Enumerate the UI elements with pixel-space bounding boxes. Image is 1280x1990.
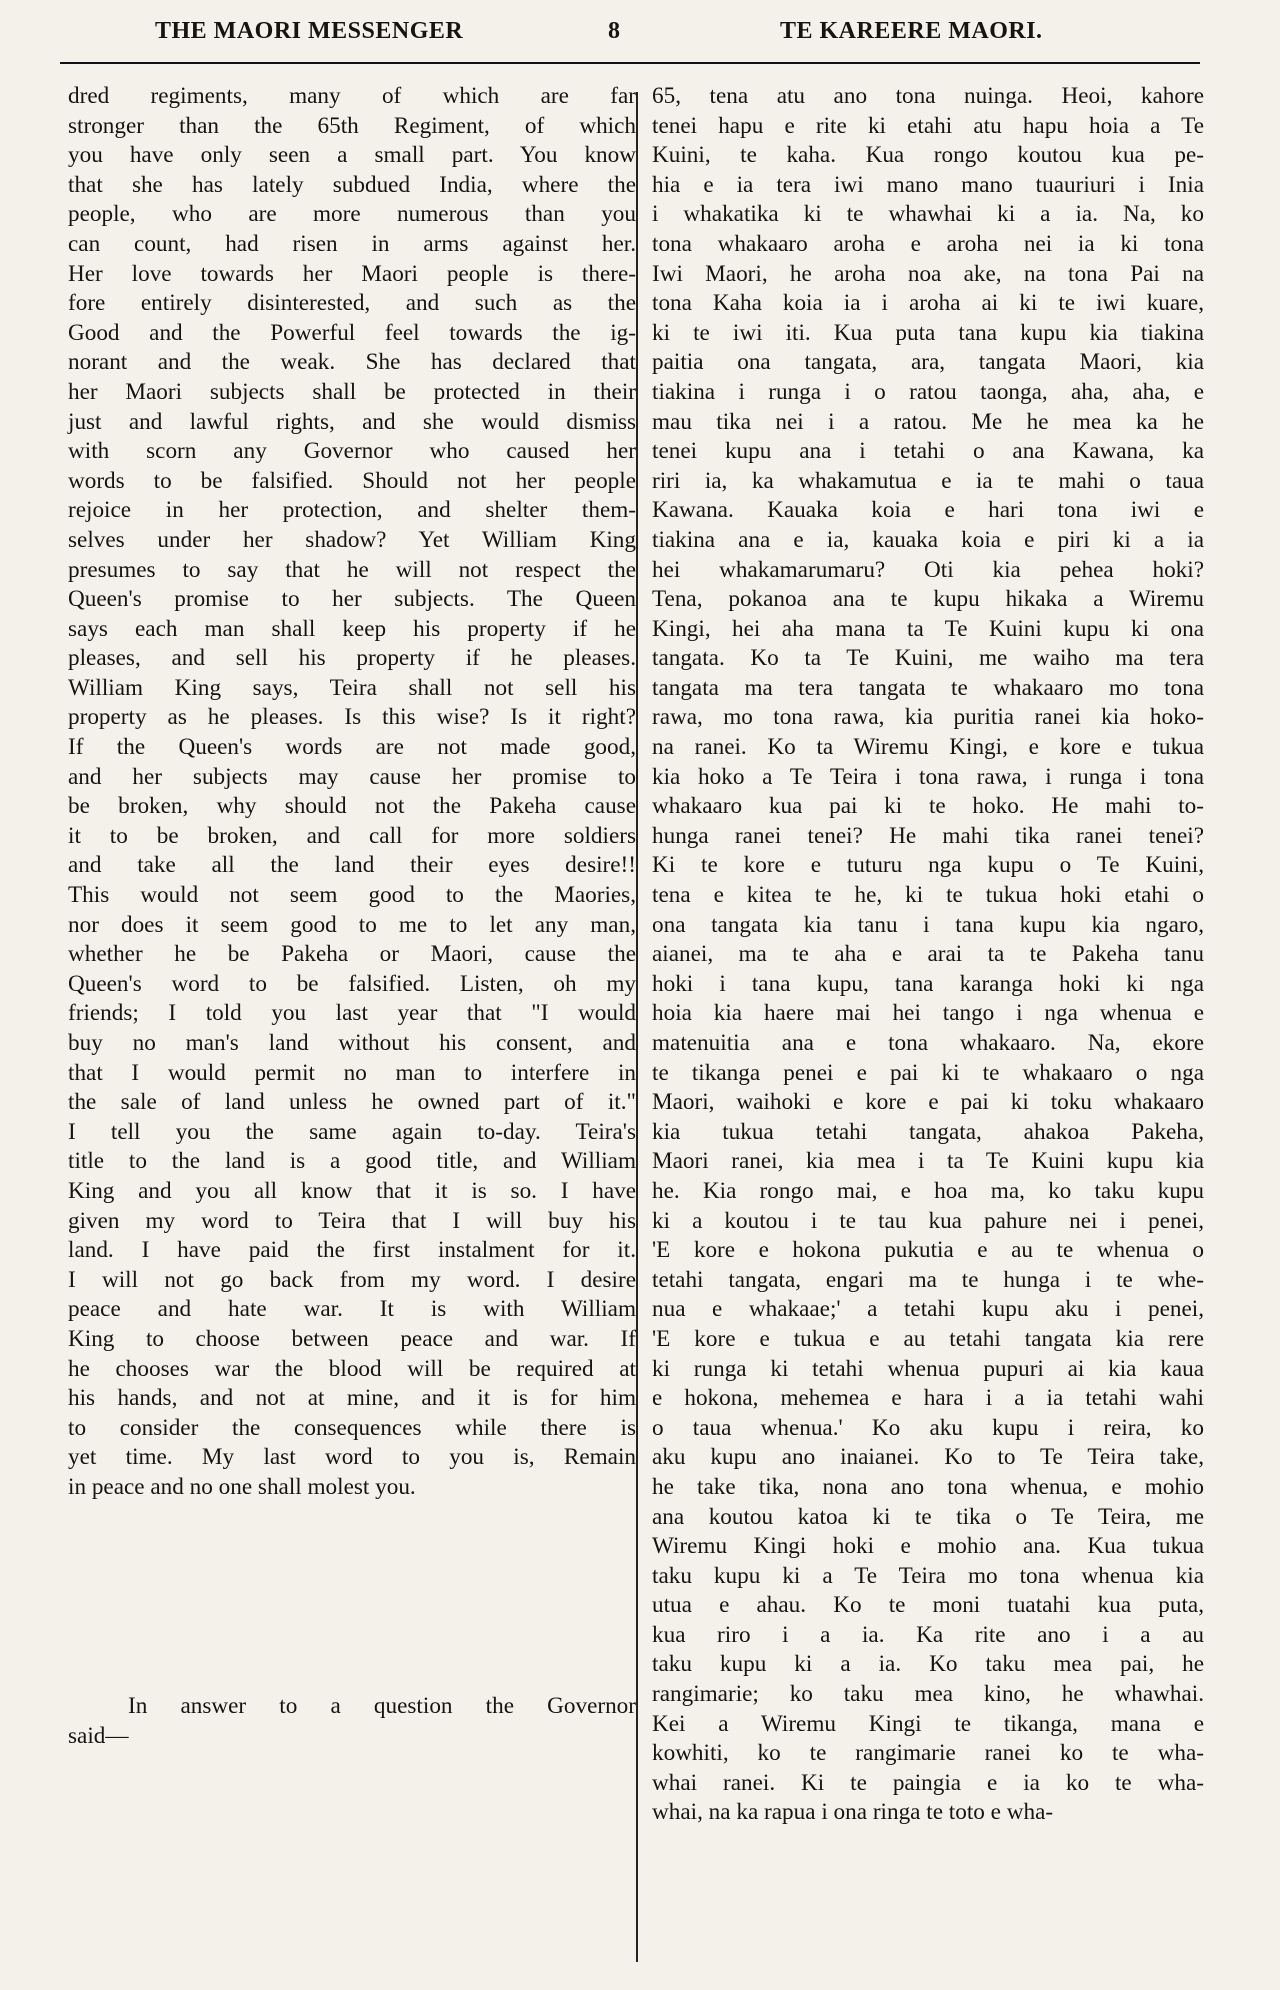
text-line: he. Kia rongo mai, e hoa ma, ko taku kupu (652, 1177, 1204, 1204)
header-title-english: THE MAORI MESSENGER (155, 18, 464, 44)
text-line: property as he pleases. Is this wise? Is it right? (68, 704, 636, 731)
text-line: presumes to say that he will not respect the (68, 556, 636, 583)
text-line: norant and the weak. She has declared that (68, 349, 636, 376)
text-line: words to be falsified. Should not her people (68, 467, 636, 494)
text-line: pleases, and sell his property if he pleases. (68, 645, 636, 672)
text-line: his hands, and not at mine, and it is for him (68, 1385, 636, 1412)
text-line: I will not go back from my word. I desire (68, 1266, 636, 1293)
text-line: Iwi Maori, he aroha noa ake, na tona Pai na (652, 260, 1204, 287)
text-line: he chooses war the blood will be required at (68, 1355, 636, 1382)
text-line: tangata ma tera tangata te whakaaro mo tona (652, 674, 1204, 701)
text-line: whether he be Pakeha or Maori, cause the (68, 941, 636, 968)
answer-line: In answer to a question the Governor (128, 1693, 636, 1719)
text-line: Kei a Wiremu Kingi te tikanga, mana e (652, 1710, 1204, 1737)
text-line: says each man shall keep his property if he (68, 615, 636, 642)
text-line: hia e ia tera iwi mano mano tuauriuri i Inia (652, 171, 1204, 198)
text-line: aianei, ma te aha e arai ta te Pakeha tanu (652, 941, 1204, 968)
text-line: whakaaro kua pai ki te hoko. He mahi to- (652, 793, 1204, 820)
text-line: tiakina ana e ia, kauaka koia e piri ki a ia (652, 526, 1204, 553)
text-line: can count, had risen in arms against her. (68, 230, 636, 257)
text-line: fore entirely disinterested, and such as the (68, 290, 636, 317)
text-line: it to be broken, and call for more soldiers (68, 822, 636, 849)
text-line: hoia kia haere mai hei tango i nga whenua e (652, 1000, 1204, 1027)
text-line: taku kupu ki a Te Teira mo tona whenua kia (652, 1562, 1204, 1589)
header-rule (60, 62, 1200, 64)
text-line: dred regiments, many of which are far (68, 83, 636, 109)
text-line: This would not seem good to the Maories, (68, 882, 636, 909)
text-line: yet time. My last word to you is, Remain (68, 1444, 636, 1471)
text-line: kowhiti, ko te rangimarie ranei ko te wha- (652, 1740, 1204, 1767)
text-line: i whakatika ki te whawhai ki a ia. Na, ko (652, 201, 1204, 228)
page-number: 8 (608, 18, 621, 44)
text-line: Kingi, hei aha mana ta Te Kuini kupu ki ona (652, 615, 1204, 642)
text-line: Ki te kore e tuturu nga kupu o Te Kuini, (652, 852, 1204, 879)
governor-answer-intro (68, 1692, 636, 1751)
text-line: Tena, pokanoa ana te kupu hikaka a Wiremu (652, 586, 1204, 613)
text-line: utua e ahau. Ko te moni tuatahi kua puta, (652, 1592, 1204, 1619)
text-line: buy no man's land without his consent, and (68, 1030, 636, 1056)
text-line: ki runga ki tetahi whenua pupuri ai kia kaua (652, 1355, 1204, 1382)
text-line: stronger than the 65th Regiment, of which (68, 112, 636, 139)
text-line: with scorn any Governor who caused her (68, 438, 636, 465)
text-line: Queen's word to be falsified. Listen, oh my (68, 970, 636, 997)
text-line: people, who are more numerous than you (68, 201, 636, 228)
text-line: tona Kaha koia ia i aroha ai ki te iwi kuare, (652, 290, 1204, 317)
text-line: Queen's promise to her subjects. The Queen (68, 586, 636, 613)
text-line: tena e kitea te he, ki te tukua hoki etahi o (652, 882, 1204, 909)
text-line: peace and hate war. It is with William (68, 1296, 636, 1323)
text-line: If the Queen's words are not made good, (68, 734, 636, 761)
column-divider (636, 92, 638, 1962)
text-line: tona whakaaro aroha e aroha nei ia ki tona (652, 230, 1204, 257)
text-line: tangata. Ko ta Te Kuini, me waiho ma tera (652, 645, 1204, 672)
text-line: be broken, why should not the Pakeha cause (68, 793, 636, 820)
text-line: Good and the Powerful feel towards the ig- (68, 319, 636, 346)
text-line: whai ranei. Ki te paingia e ia ko te wha- (652, 1769, 1204, 1796)
text-line: kia tukua tetahi tangata, ahakoa Pakeha, (652, 1118, 1204, 1145)
text-line: and her subjects may cause her promise to (68, 763, 636, 790)
text-line: that I would permit no man to interfere in (68, 1059, 636, 1086)
text-line: o taua whenua.' Ko aku kupu i reira, ko (652, 1414, 1204, 1441)
text-line: kia hoko a Te Teira i tona rawa, i runga i tona (652, 763, 1204, 790)
text-line: 'E kore e tukua e au tetahi tangata kia rere (652, 1325, 1204, 1352)
text-line: given my word to Teira that I will buy his (68, 1207, 636, 1234)
text-line: just and lawful rights, and she would dismiss (68, 408, 636, 435)
text-line: I tell you the same again to-day. Teira's (68, 1118, 636, 1145)
text-line: rejoice in her protection, and shelter them- (68, 497, 636, 524)
text-line: nua e whakaae;' a tetahi kupu aku i penei, (652, 1296, 1204, 1323)
text-line: friends; I told you last year that "I would (68, 1000, 636, 1027)
text-line: aku kupu ano inaianei. Ko to Te Teira take, (652, 1444, 1204, 1471)
text-line: ki a koutou i te tau kua pahure nei i penei, (652, 1207, 1204, 1234)
text-line: Maori ranei, kia mea i ta Te Kuini kupu kia (652, 1148, 1204, 1175)
text-line: Her love towards her Maori people is there- (68, 260, 636, 287)
page-header (155, 18, 1055, 58)
text-line: paitia ona tangata, ara, tangata Maori, kia (652, 349, 1204, 376)
text-line: e hokona, mehemea e hara i a ia tetahi wahi (652, 1385, 1204, 1412)
text-line: te tikanga penei e pai ki te whakaaro o nga (652, 1059, 1204, 1086)
text-line: you have only seen a small part. You know (68, 142, 636, 169)
text-line: tiakina i runga i o ratou taonga, aha, aha, e (652, 378, 1204, 405)
header-title-maori: TE KAREERE MAORI. (780, 18, 1043, 44)
text-line: her Maori subjects shall be protected in their (68, 378, 636, 405)
text-line: hoki i tana kupu, tana karanga hoki ki nga (652, 970, 1204, 997)
text-line: whai, na ka rapua i ona ringa te toto e wha- (652, 1799, 1054, 1826)
text-line: kua riro i a ia. Ka rite ano i a au (652, 1621, 1204, 1648)
text-line: taku kupu ki a ia. Ko taku mea pai, he (652, 1651, 1204, 1678)
text-line: in peace and no one shall molest you. (68, 1473, 416, 1500)
text-line: na ranei. Ko ta Wiremu Kingi, e kore e tukua (652, 734, 1204, 761)
text-line: ki te iwi iti. Kua puta tana kupu kia tiakina (652, 319, 1204, 346)
text-line: William King says, Teira shall not sell his (68, 674, 636, 701)
text-line: Kuini, te kaha. Kua rongo koutou kua pe- (652, 142, 1204, 169)
text-line: hei whakamarumaru? Oti kia pehea hoki? (652, 556, 1204, 583)
text-line: selves under her shadow? Yet William King (68, 526, 636, 553)
text-line: King and you all know that it is so. I have (68, 1177, 636, 1204)
text-line: tenei hapu e rite ki etahi atu hapu hoia a Te (652, 112, 1204, 139)
text-line: King to choose between peace and war. If (68, 1325, 636, 1352)
text-line: Wiremu Kingi hoki e mohio ana. Kua tukua (652, 1533, 1204, 1560)
text-line: ona tangata kia tanu i tana kupu kia ngaro, (652, 911, 1204, 938)
text-line: he take tika, nona ano tona whenua, e mohio (652, 1473, 1204, 1500)
text-line: rawa, mo tona rawa, kia puritia ranei kia hoko- (652, 704, 1204, 731)
text-line: 'E kore e hokona pukutia e au te whenua o (652, 1237, 1204, 1264)
text-line: hunga ranei tenei? He mahi tika ranei tenei? (652, 822, 1204, 849)
text-line: to consider the consequences while there is (68, 1414, 636, 1441)
text-line: ana koutou katoa ki te tika o Te Teira, me (652, 1503, 1204, 1530)
text-line: that she has lately subdued India, where the (68, 171, 636, 198)
text-line: riri ia, ka whakamutua e ia te mahi o taua (652, 467, 1204, 494)
text-line: and take all the land their eyes desire!! (68, 852, 636, 879)
text-line: Maori, waihoki e kore e pai ki toku whakaaro (652, 1089, 1204, 1116)
answer-line: said— (68, 1722, 129, 1749)
text-line: title to the land is a good title, and William (68, 1148, 636, 1175)
maori-column (652, 82, 1204, 1828)
text-line: rangimarie; ko taku mea kino, he whawhai. (652, 1681, 1204, 1708)
text-line: land. I have paid the first instalment for it. (68, 1237, 636, 1264)
text-line: matenuitia ana e tona whakaaro. Na, ekore (652, 1030, 1204, 1056)
text-line: mau tika nei i a ratou. Me he mea ka he (652, 408, 1204, 435)
text-line: 65, tena atu ano tona nuinga. Heoi, kahore (652, 83, 1204, 109)
text-line: nor does it seem good to me to let any man, (68, 911, 636, 938)
english-column (68, 82, 636, 1503)
text-line: tetahi tangata, engari ma te hunga i te whe- (652, 1266, 1204, 1293)
text-line: tenei kupu ana i tetahi o ana Kawana, ka (652, 438, 1204, 465)
text-line: the sale of land unless he owned part of it." (68, 1089, 636, 1116)
text-line: Kawana. Kauaka koia e hari tona iwi e (652, 497, 1204, 524)
